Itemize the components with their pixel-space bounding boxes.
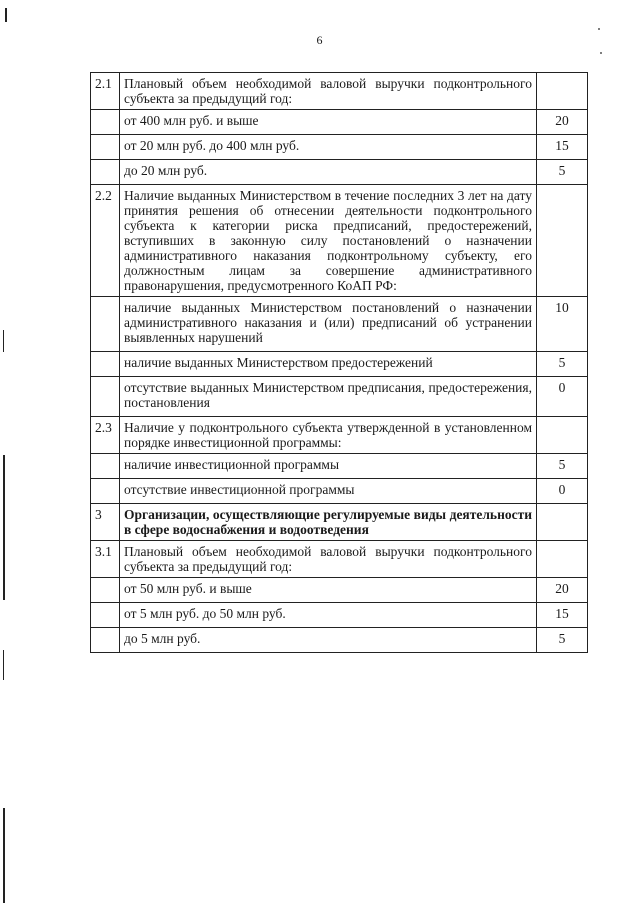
table-row [91, 603, 588, 628]
table-row [91, 352, 588, 377]
table-row [91, 135, 588, 160]
table-row [91, 297, 588, 352]
row-value: 0 [537, 377, 588, 417]
row-number [91, 454, 120, 479]
scan-margin-mark [3, 455, 5, 600]
row-value: 5 [537, 454, 588, 479]
criteria-table [90, 72, 588, 653]
row-text: от 50 млн руб. и выше [120, 578, 537, 603]
row-text: до 20 млн руб. [120, 160, 537, 185]
scan-speck [598, 28, 600, 30]
row-text: Наличие выданных Министерством в течение последних 3 лет на дату принятия решения об отнесении деятельности подконтрольного субъекта к категории риска предписаний, предостережений, вступивших в законную силу постановлений о назначении административного наказания подконтрольному субъекту, его должностным лицам за совершение административного правонарушения, предусмотренного КоАП РФ: [120, 185, 537, 297]
page-number: 6 [316, 33, 323, 47]
row-number [91, 628, 120, 653]
row-text: Плановый объем необходимой валовой выручки подконтрольного субъекта за предыдущий год: [120, 73, 537, 110]
table-row [91, 541, 588, 578]
row-text: Плановый объем необходимой валовой выручки подконтрольного субъекта за предыдущий год: [120, 541, 537, 578]
row-value: 5 [537, 352, 588, 377]
scan-speck [600, 52, 602, 54]
row-value: 15 [537, 603, 588, 628]
row-value: 15 [537, 135, 588, 160]
section-heading: Организации, осуществляющие регулируемые виды деятельности в сфере водоснабжения и водоотведения [120, 504, 537, 541]
row-number [91, 135, 120, 160]
row-value [537, 185, 588, 297]
row-number: 2.3 [91, 417, 120, 454]
row-number [91, 110, 120, 135]
row-value: 5 [537, 628, 588, 653]
row-number [91, 578, 120, 603]
row-text: от 5 млн руб. до 50 млн руб. [120, 603, 537, 628]
table-row [91, 110, 588, 135]
row-value [537, 417, 588, 454]
table-row [91, 504, 588, 541]
row-number [91, 603, 120, 628]
row-number: 2.2 [91, 185, 120, 297]
scan-margin-mark [3, 650, 4, 680]
table-row [91, 454, 588, 479]
row-value [537, 504, 588, 541]
row-text: от 400 млн руб. и выше [120, 110, 537, 135]
scan-margin-mark [3, 808, 5, 903]
row-number [91, 377, 120, 417]
row-value: 5 [537, 160, 588, 185]
table-row [91, 578, 588, 603]
row-value [537, 73, 588, 110]
table-row [91, 628, 588, 653]
row-number [91, 297, 120, 352]
row-number: 2.1 [91, 73, 120, 110]
table-row [91, 377, 588, 417]
table-row [91, 479, 588, 504]
row-number [91, 160, 120, 185]
row-text: наличие инвестиционной программы [120, 454, 537, 479]
row-value: 20 [537, 578, 588, 603]
row-text: до 5 млн руб. [120, 628, 537, 653]
row-text: наличие выданных Министерством предостережений [120, 352, 537, 377]
row-text: отсутствие инвестиционной программы [120, 479, 537, 504]
scan-margin-mark [5, 8, 7, 22]
table-row [91, 185, 588, 297]
row-value: 0 [537, 479, 588, 504]
table-row [91, 417, 588, 454]
row-number [91, 479, 120, 504]
row-value: 10 [537, 297, 588, 352]
row-value: 20 [537, 110, 588, 135]
row-text: наличие выданных Министерством постановлений о назначении административного наказания и (или) предписаний об устранении выявленных нарушений [120, 297, 537, 352]
row-text: от 20 млн руб. до 400 млн руб. [120, 135, 537, 160]
row-number: 3.1 [91, 541, 120, 578]
row-text: отсутствие выданных Министерством предписания, предостережения, постановления [120, 377, 537, 417]
row-number: 3 [91, 504, 120, 541]
table-row [91, 73, 588, 110]
table-row [91, 160, 588, 185]
row-text: Наличие у подконтрольного субъекта утвержденной в установленном порядке инвестиционной программы: [120, 417, 537, 454]
row-value [537, 541, 588, 578]
scan-margin-mark [3, 330, 4, 352]
row-number [91, 352, 120, 377]
